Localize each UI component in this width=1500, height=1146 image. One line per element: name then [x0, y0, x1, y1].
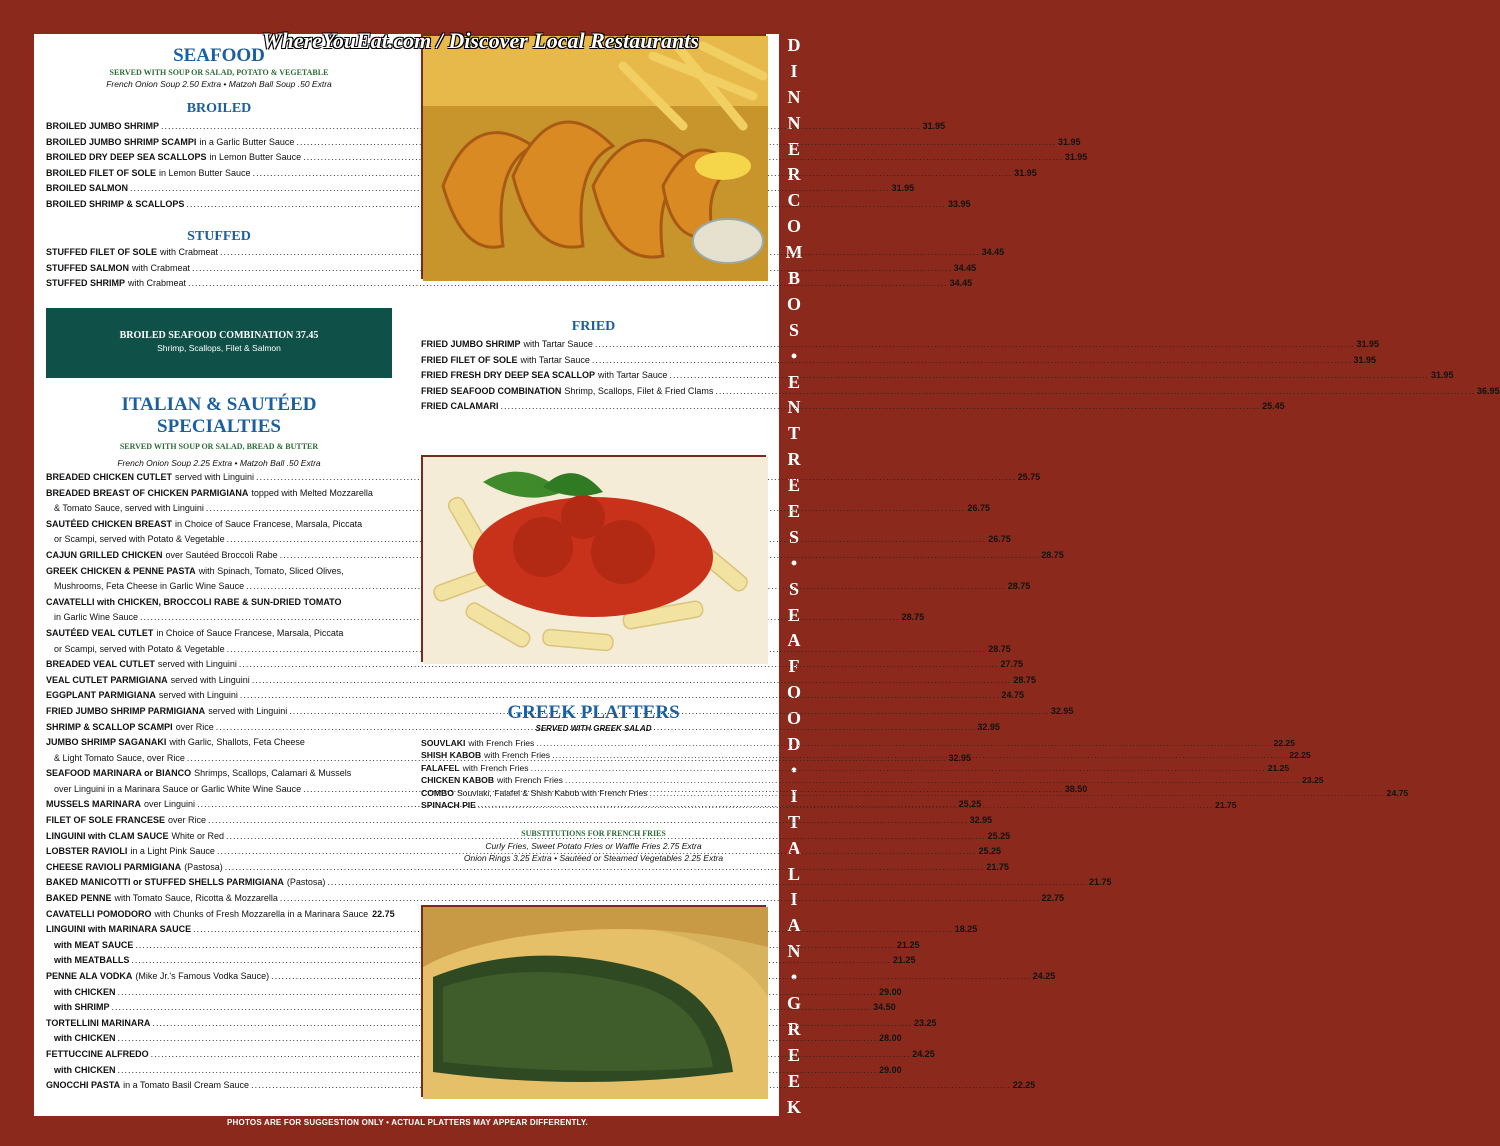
menu-item-row	[46, 503, 991, 519]
menu-item-name: BREADED VEAL CUTLET	[46, 659, 155, 670]
menu-item-row	[46, 198, 971, 215]
menu-item-description: or Scampi, served with Potato & Vegetable	[54, 534, 225, 545]
menu-item-row	[46, 815, 993, 831]
leader-dots	[252, 675, 1012, 685]
seafood-combo-box	[46, 308, 392, 378]
menu-item-row	[46, 737, 392, 753]
menu-item-row	[46, 488, 392, 504]
side-banner-letter: N	[787, 86, 801, 107]
leader-dots	[669, 370, 1429, 380]
menu-item-price: 34.45	[953, 262, 977, 273]
menu-item-row	[46, 612, 925, 628]
menu-item-price: 32.95	[977, 721, 1000, 732]
leader-dots	[552, 750, 1287, 760]
greek-served-note: SERVED WITH GREEK SALAD	[535, 724, 652, 733]
menu-item-name: with SHRIMP	[54, 1002, 110, 1013]
menu-item-price: 28.75	[1041, 549, 1064, 560]
side-banner-letter: E	[787, 371, 800, 392]
menu-item-name: SAUTÉED VEAL CUTLET	[46, 627, 154, 638]
menu-item-description: over Rice	[175, 721, 214, 732]
menu-item-row	[421, 762, 1290, 775]
italian-served-note: SERVED WITH SOUP OR SALAD, BREAD & BUTTER	[119, 442, 319, 451]
menu-item-price: 34.45	[949, 278, 973, 289]
side-banner-letter: F	[788, 656, 800, 677]
menu-item-row	[46, 877, 1112, 893]
stuffed-list	[46, 247, 1005, 294]
menu-item-description: with Tartar Sauce	[520, 354, 590, 365]
menu-item-description: & Light Tomato Sauce, over Rice	[54, 752, 185, 763]
menu-item-price: 32.95	[969, 815, 993, 826]
menu-item-row	[421, 370, 1454, 386]
side-banner-letter: I	[790, 785, 798, 806]
menu-item-name: PENNE ALA VODKA	[46, 971, 133, 981]
menu-item-price: 27.75	[1000, 659, 1024, 670]
leader-dots	[565, 775, 1300, 785]
menu-item-name: BROILED DRY DEEP SEA SCALLOPS	[46, 152, 207, 163]
side-banner-letter: S	[788, 526, 799, 547]
menu-item-name: SHRIMP & SCALLOP SCAMPI	[46, 721, 173, 732]
menu-item-name: with CHICKEN	[54, 1033, 116, 1044]
menu-item-row	[46, 955, 916, 971]
side-banner-letter: R	[787, 1018, 801, 1039]
menu-item-price: 31.95	[1058, 136, 1081, 147]
menu-item-name: SHISH KABOB	[421, 750, 482, 761]
menu-item-name: LINGUINI with CLAM SAUCE	[46, 830, 169, 841]
menu-item-name: CHICKEN KABOB	[421, 775, 495, 786]
menu-item-price: 34.50	[873, 1002, 896, 1013]
menu-item-price: 26.75	[967, 503, 991, 514]
side-banner-letter: C	[787, 190, 801, 211]
menu-item-row	[421, 775, 1324, 787]
menu-item-row	[46, 674, 1036, 691]
menu-item-price: 31.95	[1431, 370, 1454, 381]
side-banner-letter: •	[790, 345, 798, 366]
menu-item-name: BAKED MANICOTTI or STUFFED SHELLS PARMIGIANA	[46, 877, 284, 888]
menu-item-description: White or Red	[171, 830, 225, 841]
leader-dots	[327, 877, 1087, 887]
menu-item-description: served with Linguini	[175, 472, 255, 482]
menu-item-description: Souvlaki, Falafel & Shish Kabob with French Fries	[456, 787, 648, 798]
menu-item-description: served with Linguini	[170, 674, 250, 685]
menu-item-description: with French Fries	[497, 775, 563, 786]
leader-dots	[595, 339, 1355, 349]
menu-item-price: 25.75	[1017, 472, 1041, 482]
menu-item-description: with Spinach, Tomato, Sliced Olives,	[198, 565, 344, 576]
menu-item-price: 31.95	[891, 183, 915, 194]
menu-item-description: in Choice of Sauce Francese, Marsala, Piccata	[175, 518, 363, 529]
menu-item-price: 25.25	[958, 799, 982, 810]
menu-item-description: with Tartar Sauce	[523, 339, 593, 349]
menu-item-row	[46, 136, 1081, 153]
menu-item-name: CAJUN GRILLED CHICKEN	[46, 549, 163, 560]
menu-item-row	[46, 986, 902, 1003]
menu-item-row	[46, 278, 973, 294]
menu-item-row	[46, 1033, 902, 1049]
menu-item-description: in a Garlic Butter Sauce	[199, 136, 295, 147]
side-banner-letter: I	[790, 60, 798, 81]
broiled-title: BROILED	[186, 101, 252, 116]
side-banner-letter: E	[787, 1044, 800, 1065]
side-banner-letter: •	[790, 967, 798, 988]
menu-item-row	[46, 167, 1037, 184]
menu-item-price: 32.95	[1050, 705, 1074, 716]
menu-item-price: 21.25	[896, 939, 920, 950]
menu-item-name: LOBSTER RAVIOLI	[46, 846, 128, 857]
italian-title-line2: SPECIALTIES	[157, 416, 281, 437]
menu-item-description: with French Fries	[462, 762, 529, 773]
side-banner-letter: •	[790, 552, 798, 573]
side-banner-letter: E	[787, 604, 800, 625]
menu-item-name: TORTELLINI MARINARA	[46, 1017, 151, 1028]
side-banner-letter: E	[787, 475, 800, 496]
side-banner-letter: •	[790, 759, 798, 780]
leader-dots	[208, 815, 968, 825]
menu-item-row	[46, 472, 1041, 488]
menu-item-row	[46, 628, 392, 644]
menu-item-row	[46, 690, 1025, 706]
menu-item-price: 21.75	[1215, 799, 1237, 810]
menu-item-description: over Rice	[168, 815, 207, 826]
side-banner-letter: E	[787, 1070, 800, 1091]
menu-item-description: or Scampi, served with Potato & Vegetable	[54, 643, 225, 654]
menu-item-price: 24.75	[1386, 787, 1409, 798]
side-banner-letter: S	[788, 319, 799, 340]
menu-item-description: in Lemon Butter Sauce	[159, 167, 251, 178]
menu-item-row	[46, 893, 1065, 909]
menu-item-row	[46, 861, 1009, 878]
menu-item-name: CAVATELLI POMODORO	[46, 908, 152, 919]
menu-item-price: 31.95	[1356, 339, 1380, 349]
menu-item-price: 25.25	[978, 846, 1002, 857]
menu-item-price: 21.75	[986, 861, 1009, 872]
menu-item-name: EGGPLANT PARMIGIANA	[46, 690, 156, 701]
menu-item-name: BROILED SHRIMP & SCALLOPS	[46, 198, 185, 209]
menu-item-price: 29.00	[879, 1064, 902, 1075]
menu-item-name: with CHICKEN	[54, 986, 116, 997]
greek-title: GREEK PLATTERS	[507, 702, 680, 723]
menu-item-price: 22.25	[1012, 1080, 1036, 1091]
menu-item-description: Shrimp, Scallops, Filet & Fried Clams	[564, 385, 714, 396]
menu-item-price: 21.25	[892, 955, 916, 966]
italian-extras-note: French Onion Soup 2.25 Extra • Matzoh Ball .50 Extra	[117, 458, 321, 468]
leader-dots	[225, 862, 985, 872]
menu-item-row	[46, 581, 1031, 597]
menu-item-price: 23.25	[913, 1017, 937, 1028]
side-banner-letter: O	[786, 708, 801, 729]
side-banner-letter: M	[785, 242, 803, 263]
leader-dots	[536, 738, 1271, 748]
menu-item-price: 34.45	[981, 247, 1005, 257]
menu-item-price: 22.75	[372, 908, 395, 919]
side-banner-letter: A	[787, 837, 801, 858]
menu-item-name: FRIED JUMBO SHRIMP	[421, 339, 521, 349]
menu-item-description: over Linguini	[144, 799, 196, 810]
menu-item-description: served with Linguini	[208, 705, 288, 716]
menu-item-name: BREADED BREAST OF CHICKEN PARMIGIANA	[46, 487, 249, 498]
menu-item-description: in Garlic Wine Sauce	[54, 612, 139, 623]
combo-title: BROILED SEAFOOD COMBINATION 37.45	[119, 330, 319, 341]
menu-item-row	[46, 534, 1011, 550]
menu-item-row	[421, 738, 1295, 750]
menu-item-row	[46, 262, 977, 279]
menu-item-name: JUMBO SHRIMP SAGANAKI	[46, 737, 167, 748]
side-banner-letter: E	[787, 501, 800, 522]
menu-item-description: Shrimps, Scallops, Calamari & Mussels	[194, 768, 352, 779]
fried-shrimp-photo	[421, 34, 766, 279]
menu-item-name: BROILED JUMBO SHRIMP SCAMPI	[46, 136, 197, 147]
menu-item-name: with MEATBALLS	[54, 955, 130, 966]
menu-item-price: 28.75	[1007, 581, 1031, 592]
fried-title: FRIED	[571, 319, 616, 334]
menu-item-description: with Crabmeat	[132, 262, 191, 273]
leader-dots	[280, 893, 1040, 903]
leader-dots	[501, 401, 1261, 411]
side-banner-letter: L	[787, 863, 800, 884]
menu-item-row	[46, 1002, 896, 1018]
menu-item-name: FRIED JUMBO SHRIMP PARMIGIANA	[46, 705, 206, 716]
menu-item-row	[421, 339, 1380, 355]
menu-item-row	[46, 597, 392, 613]
menu-item-row	[46, 519, 392, 535]
side-banner-letter: O	[786, 216, 801, 237]
menu-item-name: with MEAT SAUCE	[54, 939, 134, 950]
seafood-title: SEAFOOD	[173, 45, 265, 66]
menu-item-price: 38.50	[1064, 783, 1088, 794]
menu-item-name: GNOCCHI PASTA	[46, 1080, 121, 1091]
menu-item-row	[46, 768, 392, 784]
menu-item-price: 28.75	[901, 612, 925, 623]
menu-item-price: 31.95	[922, 121, 946, 131]
menu-item-price: 18.25	[954, 924, 978, 935]
menu-item-price: 32.95	[948, 752, 972, 763]
side-banner-letter: A	[787, 915, 801, 936]
menu-item-description: Mushrooms, Feta Cheese in Garlic Wine Sauce	[54, 581, 245, 592]
menu-item-name: STUFFED SHRIMP	[46, 278, 126, 289]
menu-item-row	[46, 549, 1064, 566]
menu-item-price: 36.95	[1477, 385, 1500, 396]
menu-item-description: & Tomato Sauce, served with Linguini	[54, 503, 204, 514]
menu-item-price: 26.75	[988, 534, 1011, 545]
side-banner-letter: S	[788, 578, 799, 599]
stuffed-title: STUFFED	[187, 229, 251, 244]
substitutions-line1: Curly Fries, Sweet Potato Fries or Waffle Fries 2.75 Extra	[485, 841, 702, 851]
side-banner-letter: K	[786, 1096, 801, 1117]
menu-item-price: 22.25	[1289, 750, 1311, 761]
menu-item-description: with Tartar Sauce	[598, 370, 668, 381]
menu-item-row	[421, 385, 1500, 402]
menu-item-price: 31.95	[1353, 354, 1377, 365]
menu-item-row	[46, 659, 1024, 675]
leader-dots	[240, 690, 1000, 700]
menu-item-name: FRIED SEAFOOD COMBINATION	[421, 385, 562, 396]
menu-item-price: 22.75	[1041, 893, 1065, 904]
pasta-meatballs-photo	[421, 455, 766, 662]
side-banner-letter: D	[787, 35, 801, 55]
seafood-served-note: SERVED WITH SOUP OR SALAD, POTATO & VEGETABLE	[109, 68, 329, 77]
menu-item-name: SPINACH PIE	[421, 799, 476, 810]
menu-item-description: in Choice of Sauce Francese, Marsala, Piccata	[156, 627, 344, 638]
menu-item-description: (Pastosa)	[286, 877, 326, 888]
menu-item-row	[46, 1048, 935, 1065]
menu-item-name: SAUTÉED CHICKEN BREAST	[46, 518, 173, 529]
menu-item-name: FILET OF SOLE FRANCESE	[46, 815, 166, 826]
menu-item-row	[46, 643, 1011, 660]
side-banner-letter: I	[790, 889, 798, 910]
menu-item-name: FALAFEL	[421, 762, 460, 773]
leader-dots	[592, 355, 1352, 365]
menu-item-name: GREEK CHICKEN & PENNE PASTA	[46, 565, 196, 576]
menu-item-price: 24.25	[1032, 971, 1056, 981]
leader-dots	[650, 788, 1385, 798]
side-banner-letter: T	[787, 423, 800, 444]
menu-item-description: in a Light Pink Sauce	[130, 846, 215, 857]
menu-item-name: VEAL CUTLET PARMIGIANA	[46, 674, 168, 685]
menu-item-description: with Crabmeat	[128, 278, 187, 289]
menu-item-price: 24.25	[912, 1048, 935, 1059]
menu-item-description: with Tomato Sauce, Ricotta & Mozzarella	[114, 893, 278, 904]
menu-item-description: served with Linguini	[158, 690, 238, 701]
side-banner-letter: N	[787, 112, 801, 133]
menu-item-row	[46, 121, 946, 137]
substitutions-line2: Onion Rings 3.25 Extra • Sautéed or Steamed Vegetables 2.25 Extra	[463, 853, 724, 863]
menu-item-description: with Crabmeat	[160, 247, 219, 257]
side-banner-letter: T	[787, 811, 800, 832]
menu-item-name: STUFFED SALMON	[46, 262, 129, 273]
side-banner-letter: G	[786, 992, 801, 1013]
menu-item-name: CHEESE RAVIOLI PARMIGIANA	[46, 861, 182, 872]
leader-dots	[478, 800, 1213, 810]
fried-list	[421, 339, 1500, 417]
combo-desc: Shrimp, Scallops, Filet & Salmon	[157, 343, 281, 353]
menu-item-description: in Lemon Butter Sauce	[209, 152, 302, 163]
menu-item-price: 25.45	[1262, 401, 1285, 412]
menu-item-row	[46, 971, 1056, 987]
menu-item-name: BROILED JUMBO SHRIMP	[46, 121, 160, 131]
menu-item-row	[46, 1064, 902, 1081]
menu-item-name: SEAFOOD MARINARA or BIANCO	[46, 768, 192, 779]
menu-item-description: topped with Melted Mozzarella	[251, 487, 373, 498]
menu-item-name: BREADED CHICKEN CUTLET	[46, 472, 172, 482]
broiled-list	[46, 121, 1088, 215]
menu-item-row	[46, 908, 395, 925]
menu-item-description: with Chunks of Fresh Mozzarella in a Marinara Sauce	[154, 908, 369, 919]
menu-item-name: SOUVLAKI	[421, 738, 466, 748]
menu-item-name: FRIED FRESH DRY DEEP SEA SCALLOP	[421, 370, 596, 381]
menu-item-name: BROILED SALMON	[46, 183, 128, 194]
menu-item-price: 21.25	[1267, 762, 1290, 773]
menu-item-price: 28.75	[988, 643, 1011, 654]
menu-item-price: 21.75	[1088, 877, 1112, 888]
menu-item-name: BAKED PENNE	[46, 893, 112, 904]
menu-item-price: 22.25	[1273, 738, 1295, 748]
menu-item-row	[46, 1017, 937, 1034]
leader-dots	[531, 763, 1266, 773]
side-banner-letter: A	[787, 630, 801, 651]
menu-item-row	[46, 566, 392, 582]
menu-item-price: 31.95	[1014, 167, 1037, 178]
side-banner-letter: N	[787, 941, 801, 962]
menu-item-price: 28.75	[1013, 674, 1036, 685]
menu-item-description: in a Tomato Basil Cream Sauce	[123, 1080, 250, 1091]
menu-item-name: COMBO	[421, 787, 454, 798]
menu-item-row	[421, 401, 1285, 417]
substitutions-title: SUBSTITUTIONS FOR FRENCH FRIES	[521, 829, 666, 838]
menu-item-description: served with Linguini	[157, 659, 237, 670]
menu-item-price: 29.00	[879, 986, 902, 997]
menu-item-row	[46, 939, 920, 956]
menu-item-description: with French Fries	[484, 750, 551, 761]
menu-item-row	[46, 152, 1088, 168]
italian-title-line1: ITALIAN & SAUTÉED	[121, 394, 317, 415]
menu-item-description: over Linguini in a Marinara Sauce or Garlic White Wine Sauce	[54, 783, 302, 794]
menu-item-price: 28.00	[879, 1033, 902, 1044]
menu-item-name: STUFFED FILET OF SOLE	[46, 247, 157, 257]
side-banner-letter: E	[787, 138, 800, 159]
menu-item-row	[421, 354, 1377, 371]
menu-item-row	[46, 183, 915, 199]
side-banner-letter: O	[786, 682, 801, 703]
side-banner-letter: O	[786, 293, 801, 314]
menu-item-row	[46, 1080, 1036, 1096]
menu-item-price: 23.25	[1302, 775, 1324, 786]
menu-item-description: over Sautéed Broccoli Rabe	[165, 549, 278, 560]
footer-disclaimer: PHOTOS ARE FOR SUGGESTION ONLY • ACTUAL PLATTERS MAY APPEAR DIFFERENTLY.	[227, 1118, 588, 1127]
menu-item-description: with Garlic, Shallots, Feta Cheese	[169, 737, 305, 748]
menu-item-description: with French Fries	[468, 738, 535, 748]
watermark-text: WhereYouEat.com / Discover Local Restaurants	[262, 28, 699, 53]
menu-item-description: (Mike Jr.'s Famous Vodka Sauce)	[135, 971, 270, 981]
menu-item-name: FETTUCCINE ALFREDO	[46, 1048, 149, 1059]
menu-item-price: 25.25	[987, 830, 1011, 841]
menu-item-name: MUSSELS MARINARA	[46, 799, 142, 810]
side-banner-letter: R	[787, 449, 801, 470]
leader-dots	[715, 386, 1475, 396]
side-banner-letter: D	[787, 734, 801, 755]
menu-item-price: 31.95	[1064, 152, 1088, 163]
menu-item-name: BROILED FILET OF SOLE	[46, 167, 156, 178]
side-banner-letter: B	[787, 268, 800, 289]
seafood-extras-note: French Onion Soup 2.50 Extra • Matzoh Ball Soup .50 Extra	[106, 79, 332, 89]
menu-item-row	[46, 924, 978, 940]
menu-item-name: LINGUINI with MARINARA SAUCE	[46, 924, 192, 935]
menu-item-name: with CHICKEN	[54, 1064, 116, 1075]
side-banner-letter: R	[787, 164, 801, 185]
menu-item-name: FRIED CALAMARI	[421, 401, 499, 412]
menu-item-name: CAVATELLI with CHICKEN, BROCCOLI RABE & SUN-DRIED TOMATO	[46, 596, 342, 607]
menu-item-name: FRIED FILET OF SOLE	[421, 354, 518, 365]
menu-item-row	[46, 247, 1005, 263]
menu-item-price: 33.95	[947, 198, 971, 209]
menu-item-price: 24.75	[1001, 690, 1025, 701]
side-banner-letter: N	[787, 397, 801, 418]
menu-item-description: (Pastosa)	[184, 861, 223, 872]
spinach-pie-photo	[421, 905, 766, 1097]
